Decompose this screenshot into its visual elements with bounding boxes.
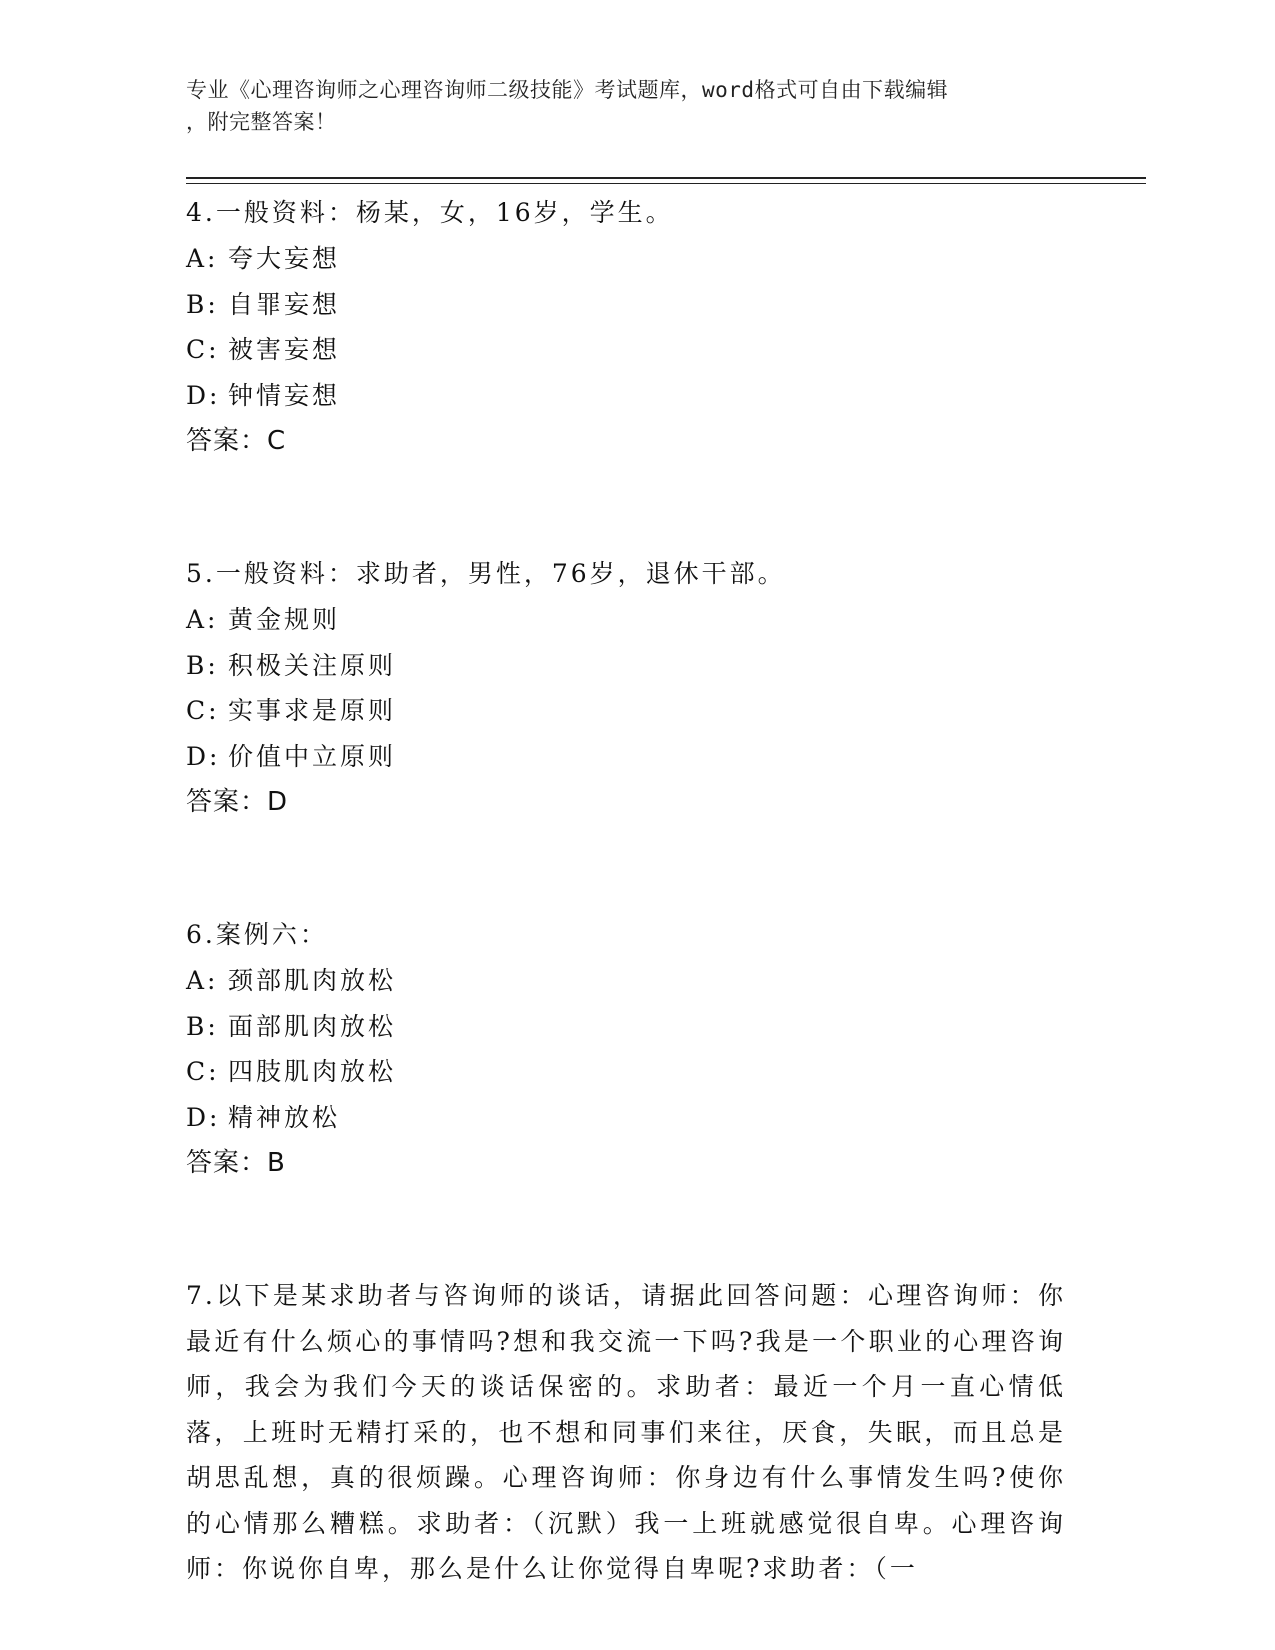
option-text: 被害妄想 [228,335,341,364]
option-key: D: [186,380,221,410]
answer-line: 答案：D [186,787,289,817]
spacer [186,464,1066,551]
option-text: 夸大妄想 [228,244,341,273]
option-key: B: [186,289,219,319]
header-divider-thin [186,183,1146,184]
option-d [186,373,1066,419]
answer-line: 答案：C [186,426,287,456]
option-key: C: [186,696,220,725]
option-text: 实事求是原则 [228,696,397,725]
option-key: A: [186,605,219,634]
option-a [186,597,1066,643]
option-d [186,1095,1066,1141]
spacer [186,1186,1066,1273]
question-stem: 4.一般资料：杨某，女，16岁，学生。 [186,198,674,227]
option-text: 颈部肌肉放松 [228,966,397,995]
answer-line: 答案：B [186,1148,286,1178]
option-c [186,1049,1066,1095]
document-header [186,74,1066,138]
option-b [186,282,1066,328]
option-key: C: [186,335,220,364]
question-stem: 6.案例六： [186,920,328,949]
option-d [186,734,1066,780]
option-c [186,327,1066,373]
header-divider-thick [186,177,1146,179]
option-key: A: [186,966,219,995]
question-list [186,190,1066,1592]
header-title-line2: ，附完整答案！ [186,110,337,134]
option-key: A: [186,244,219,273]
option-text: 面部肌肉放松 [228,1011,397,1041]
option-text: 积极关注原则 [228,650,397,680]
option-a [186,958,1066,1004]
option-text: 黄金规则 [228,605,341,634]
header-title-line1: 专业《心理咨询师之心理咨询师二级技能》考试题库，word格式可自由下载编辑 [186,78,949,102]
question-5 [186,551,1066,825]
question-stem: 5.一般资料：求助者，男性，76岁，退休干部。 [186,559,786,588]
option-key: B: [186,1011,219,1041]
question-6 [186,912,1066,1186]
option-text: 钟情妄想 [228,380,341,410]
question-7 [186,1273,1066,1592]
option-b [186,1004,1066,1050]
question-passage: 7.以下是某求助者与咨询师的谈话，请据此回答问题：心理咨询师：你最近有什么烦心的事情吗?想和我交流一下吗?我是一个职业的心理咨询师，我会为我们今天的谈话保密的。求助者：最近一个月一直心情低落，上班时无精打采的，也不想和同事们来往，厌食，失眠，而且总是胡思乱想，真的很烦躁。心理咨询师：你身边有什么事情发生吗?使你的心情那么糟糕。求助者：（沉默）我一上班就感觉很自卑。心理咨询师：你说你自卑，那么是什么让你觉得自卑呢?求助者：（一 [186,1281,1066,1583]
option-text: 四肢肌肉放松 [228,1057,397,1086]
spacer [186,825,1066,912]
option-key: D: [186,741,221,771]
option-text: 价值中立原则 [228,741,397,771]
option-a [186,236,1066,282]
option-b [186,643,1066,689]
option-key: D: [186,1102,221,1132]
question-4 [186,190,1066,464]
option-c [186,688,1066,734]
option-text: 精神放松 [228,1102,341,1132]
option-key: B: [186,650,219,680]
option-key: C: [186,1057,220,1086]
option-text: 自罪妄想 [228,289,341,319]
